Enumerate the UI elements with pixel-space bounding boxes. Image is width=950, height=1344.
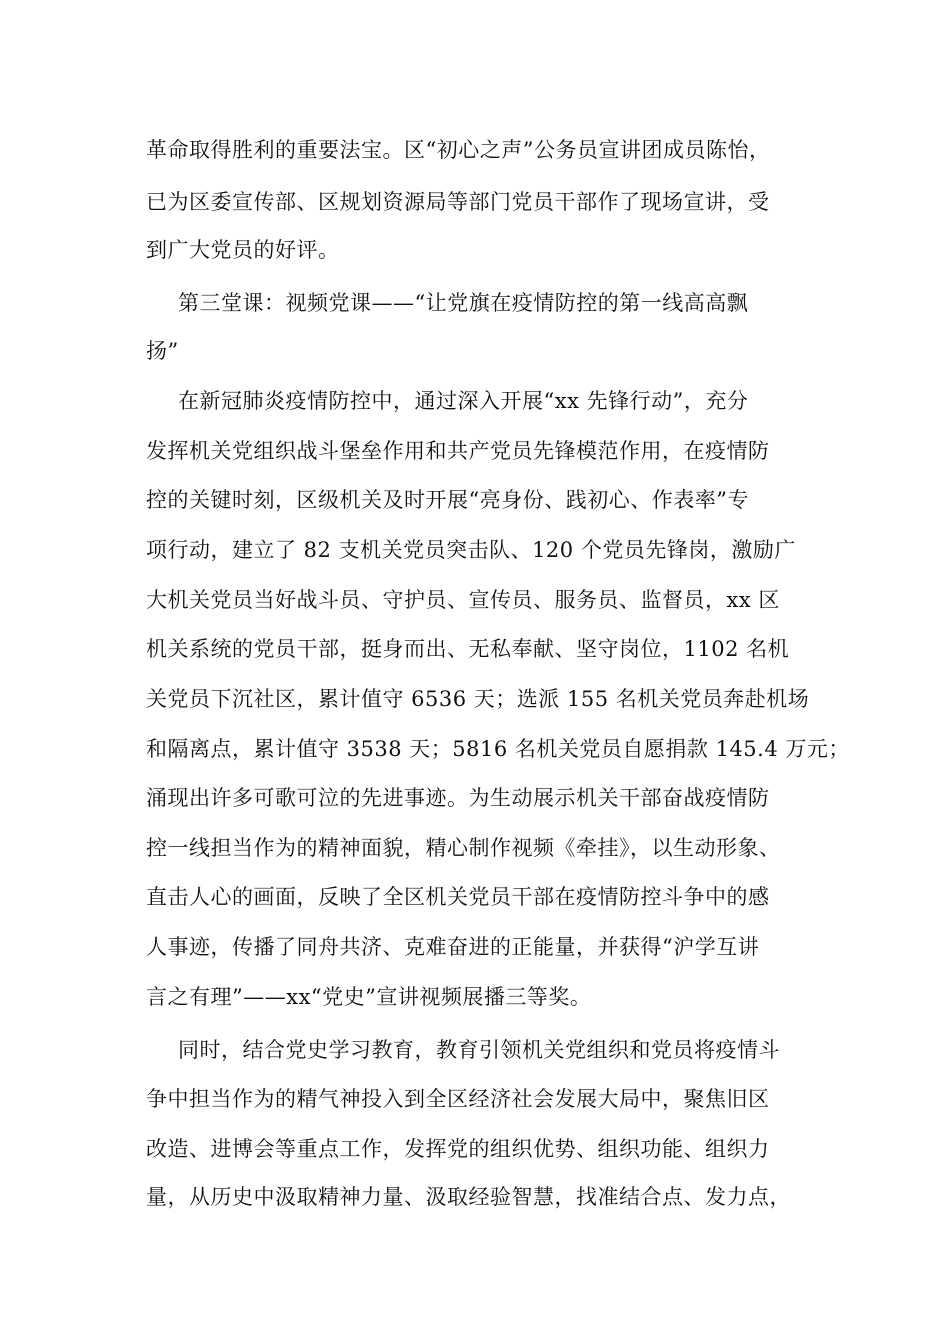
text-line: 人事迹，传播了同舟共济、克难奋进的正能量，并获得“沪学互讲 [146,935,760,959]
text-line: 大机关党员当好战斗员、守护员、宣传员、服务员、监督员，xx 区 [146,588,780,612]
text-line: 控一线担当作为的精神面貌，精心制作视频《牵挂》，以生动形象、 [146,836,781,860]
text-line: 机关系统的党员干部，挺身而出、无私奉献、坚守岗位，1102 名机 [146,637,790,661]
text-line: 发挥机关党组织战斗堡垒作用和共产党员先锋模范作用，在疫情防 [146,439,770,463]
paragraph-start: 同时，结合党史学习教育，教育引领机关党组织和党员将疫情斗 [178,1038,780,1062]
section-heading-continued: 扬” [146,339,179,363]
text-line: 关党员下沉社区，累计值守 6536 天；选派 155 名机关党员奔赴机场 [146,687,810,711]
text-line: 改造、进博会等重点工作，发挥党的组织优势、组织功能、组织力 [146,1137,770,1161]
paragraph-start: 在新冠肺炎疫情防控中，通过深入开展“xx 先锋行动”，充分 [178,389,749,413]
text-line: 争中担当作为的精气神投入到全区经济社会发展大局中，聚焦旧区 [146,1087,770,1111]
text-line: 已为区委宣传部、区规划资源局等部门党员干部作了现场宣讲，受 [146,190,770,214]
text-line: 控的关键时刻，区级机关及时开展“亮身份、践初心、作表率”专 [146,488,749,512]
text-line: 革命取得胜利的重要法宝。区“初心之声”公务员宣讲团成员陈怡， [146,138,771,162]
text-line: 到广大党员的好评。 [146,238,340,262]
text-line: 项行动，建立了 82 支机关党员突击队、120 个党员先锋岗，激励广 [146,538,796,562]
section-heading: 第三堂课：视频党课——“让党旗在疫情防控的第一线高高飘 [178,291,749,315]
text-line: 和隔离点，累计值守 3538 天；5816 名机关党员自愿捐款 145.4 万元； [146,737,850,761]
text-line: 量，从历史中汲取精神力量、汲取经验智慧，找准结合点、发力点， [146,1185,791,1209]
text-line: 言之有理”——xx“党史”宣讲视频展播三等奖。 [146,985,592,1009]
text-line: 涌现出许多可歌可泣的先进事迹。为生动展示机关干部奋战疫情防 [146,786,770,810]
text-line: 直击人心的画面，反映了全区机关党员干部在疫情防控斗争中的感 [146,885,770,909]
